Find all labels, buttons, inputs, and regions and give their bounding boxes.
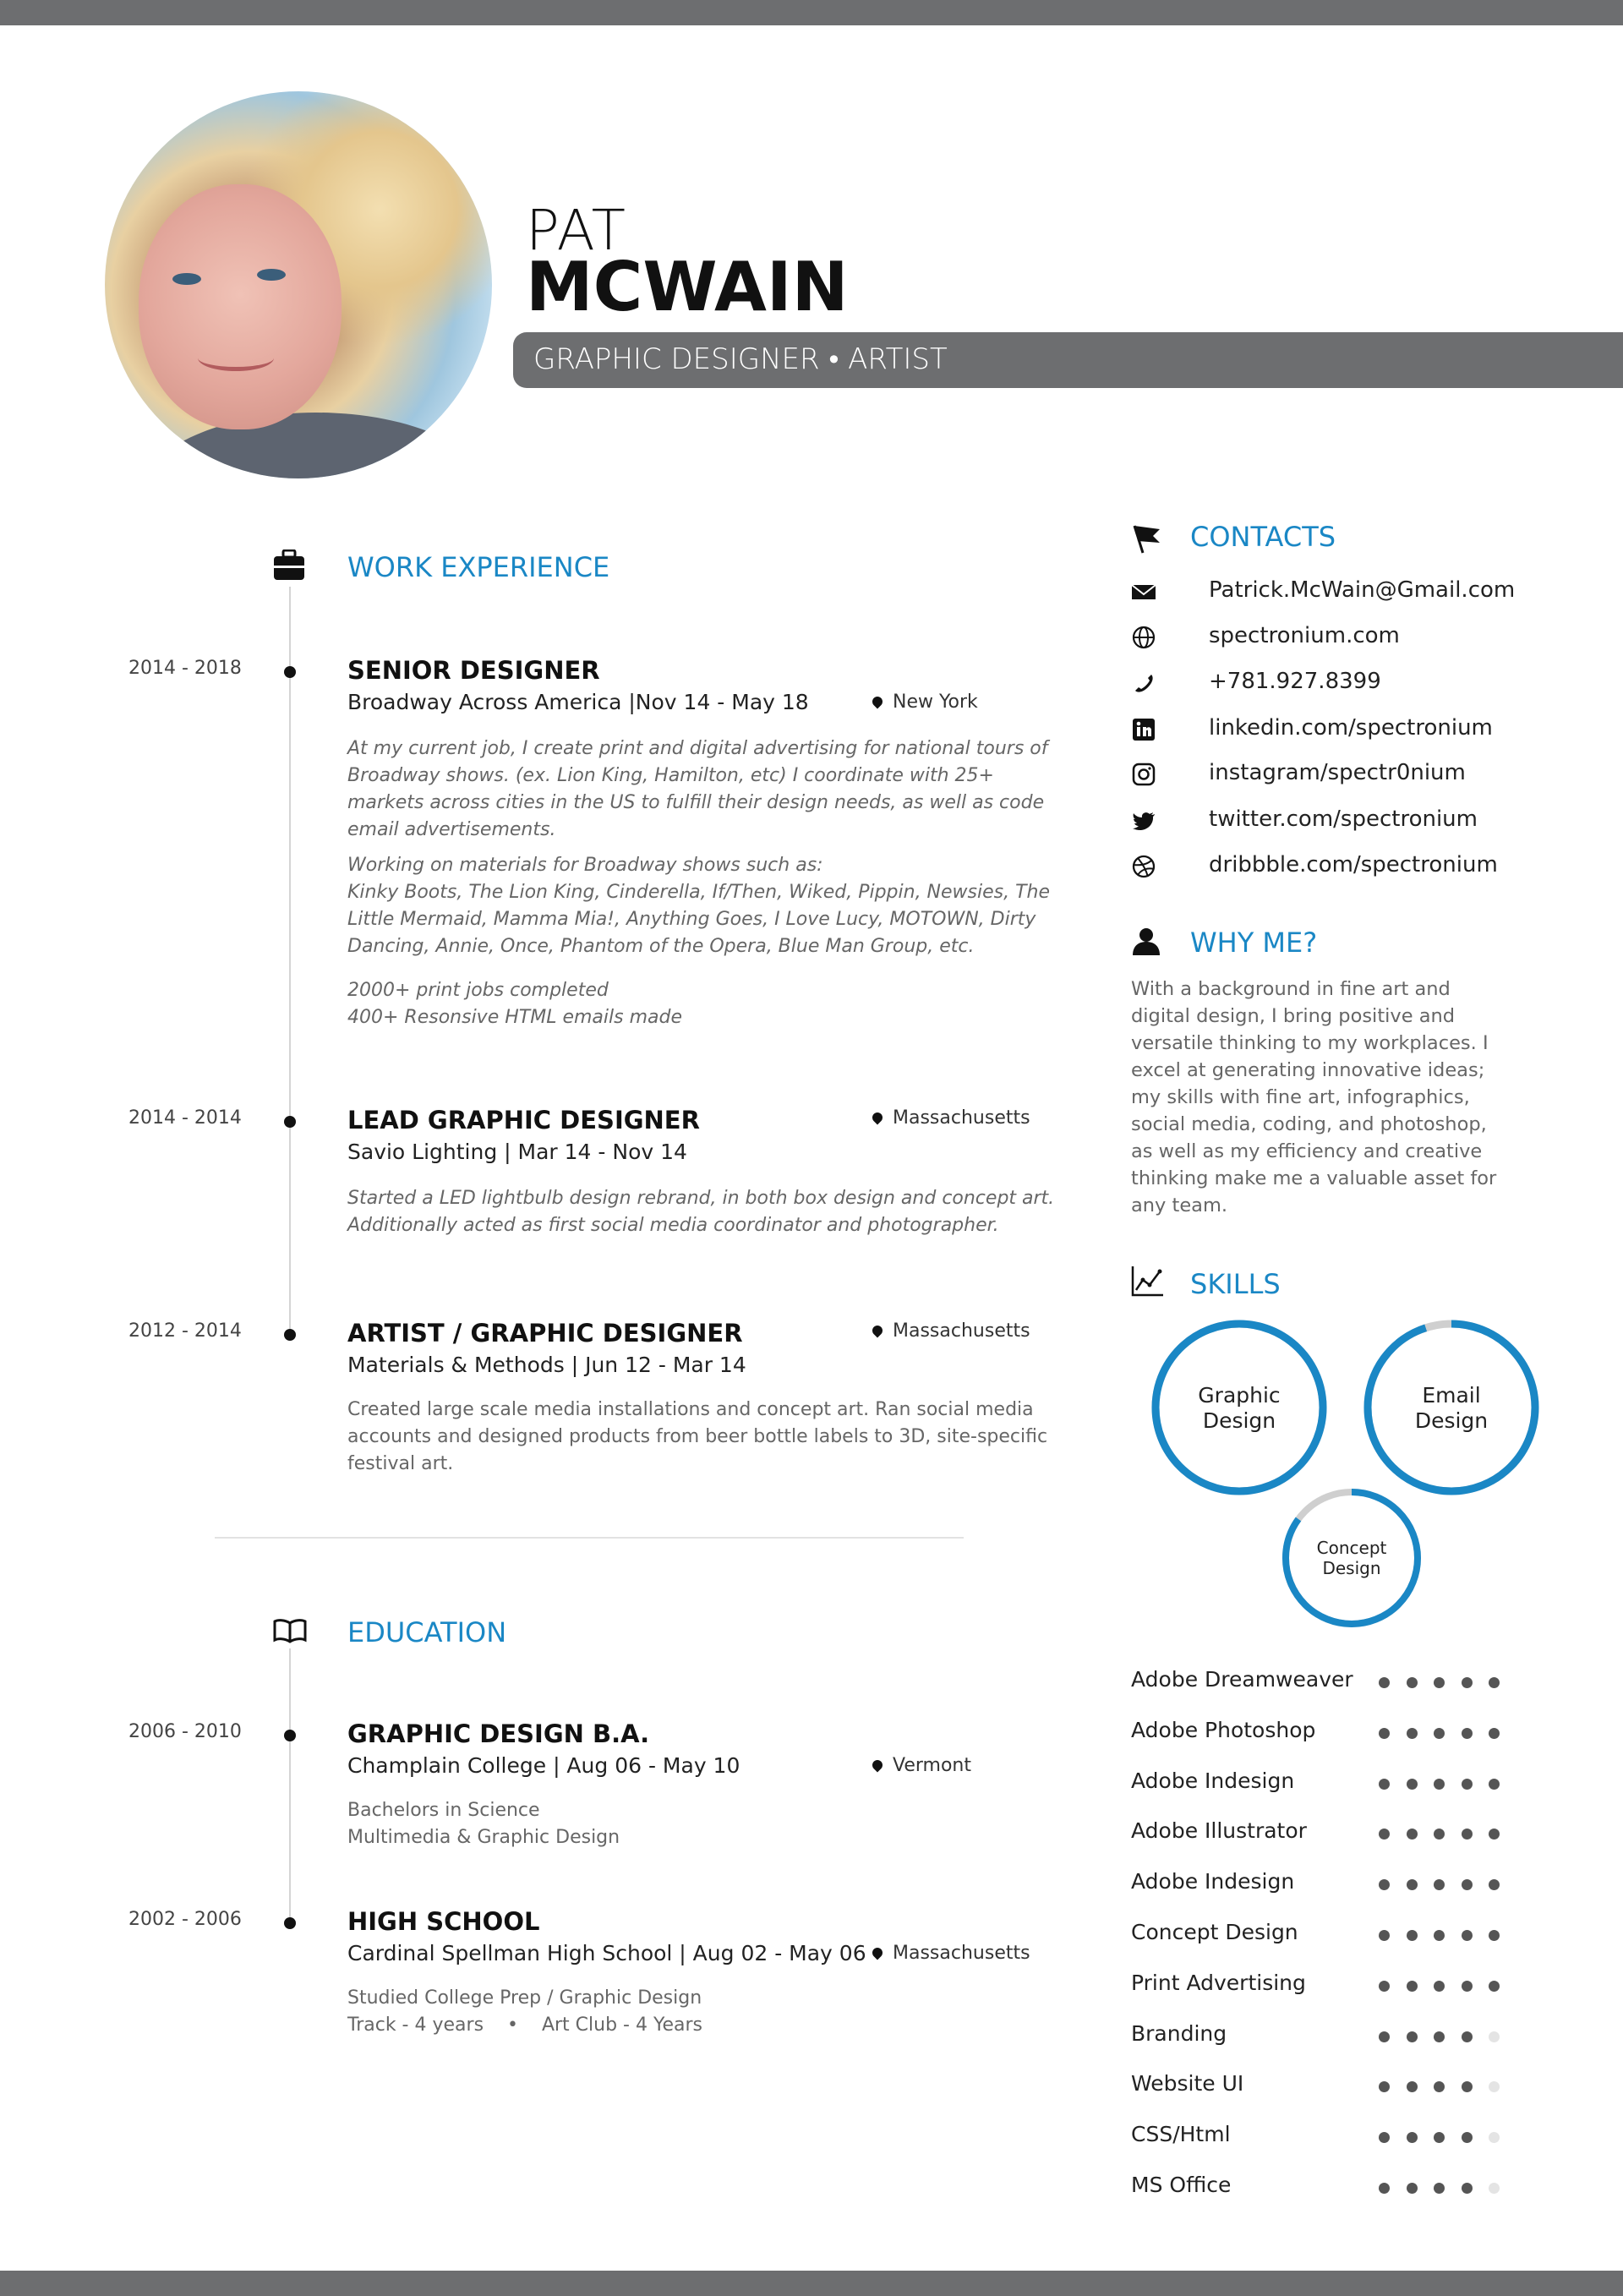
skill-rating-dot <box>1379 1728 1390 1739</box>
skill-circle <box>1156 1324 1323 1491</box>
skill-rating-row <box>1131 2071 1604 2105</box>
timeline-dot <box>284 666 296 678</box>
education-title: GRAPHIC DESIGN B.A. <box>347 1719 650 1748</box>
skill-rating-row <box>1131 2173 1604 2206</box>
skill-rating-dot <box>1462 1728 1473 1739</box>
skills-heading: SKILLS <box>1190 1268 1281 1300</box>
skill-rating-dot <box>1407 1779 1418 1790</box>
map-pin-icon <box>871 1324 885 1338</box>
skill-name: MS Office <box>1131 2173 1232 2197</box>
skill-rating-dot <box>1489 2081 1500 2092</box>
work-timeline <box>289 587 291 1331</box>
skill-rating-dot <box>1462 2132 1473 2143</box>
timeline-dot <box>284 1917 296 1929</box>
skill-rating-dot <box>1379 1677 1390 1688</box>
skill-rating-dot <box>1407 1981 1418 1992</box>
twitter-icon <box>1131 808 1156 834</box>
skill-rating-dot <box>1407 1728 1418 1739</box>
skill-rating-row <box>1131 1971 1604 2004</box>
skill-rating-dot <box>1489 1779 1500 1790</box>
skill-rating-dot <box>1379 2183 1390 2194</box>
skill-rating-row <box>1131 1869 1604 1903</box>
education-title: HIGH SCHOOL <box>347 1907 540 1936</box>
education-timeline <box>289 1648 291 1927</box>
job-dates: 2014 - 2018 <box>128 658 242 679</box>
briefcase-icon <box>273 549 305 583</box>
contact-twitter[interactable]: twitter.com/spectronium <box>1131 803 1604 837</box>
contact-phone[interactable]: +781.927.8399 <box>1131 665 1604 699</box>
job-location: Massachusetts <box>872 1107 1030 1129</box>
flag-icon <box>1131 524 1163 555</box>
education-detail: Studied College Prep / Graphic Design <box>347 1987 702 2009</box>
why-me-heading: WHY ME? <box>1190 927 1318 959</box>
contact-email[interactable]: Patrick.McWain@Gmail.com <box>1131 574 1604 608</box>
education-detail: Multimedia & Graphic Design <box>347 1827 620 1848</box>
skill-rating-row <box>1131 2122 1604 2156</box>
skill-rating-dot <box>1434 2183 1445 2194</box>
line-chart-icon <box>1131 1265 1165 1297</box>
skill-rating-dot <box>1462 1677 1473 1688</box>
skill-rating-dot <box>1434 1728 1445 1739</box>
skill-rating-dot <box>1434 1879 1445 1890</box>
education-heading: EDUCATION <box>347 1616 507 1648</box>
job-title: LEAD GRAPHIC DESIGNER <box>347 1106 700 1134</box>
education-location: Massachusetts <box>872 1943 1030 1964</box>
skill-circle <box>1286 1492 1418 1624</box>
job-dates: 2012 - 2014 <box>128 1320 242 1342</box>
job-stat: 2000+ print jobs completed <box>347 980 609 1001</box>
skill-rating-dot <box>1462 1779 1473 1790</box>
map-pin-icon <box>871 1946 885 1960</box>
skill-circle <box>1368 1324 1535 1491</box>
job-description: Kinky Boots, The Lion King, Cinderella, If/Then, Wiked, Pippin, Newsies, The Little Mermaid, Mamma Mia!, Anything Goes, I Love Lucy, MOTOWN, Dirty Dancing, Annie, Once, Phantom of the Opera, Blue Man Group, etc. <box>347 882 1051 957</box>
skill-rating-dot <box>1462 1879 1473 1890</box>
contact-instagram[interactable]: instagram/spectr0nium <box>1131 757 1604 790</box>
linkedin-icon <box>1131 717 1156 742</box>
skill-rating-dot <box>1462 1930 1473 1941</box>
skill-rating-dot <box>1379 1981 1390 1992</box>
skill-circle-label: Design <box>1414 1408 1489 1433</box>
section-divider <box>215 1537 964 1539</box>
contact-dribbble[interactable]: dribbble.com/spectronium <box>1131 849 1604 883</box>
job-dates: 2014 - 2014 <box>128 1107 242 1129</box>
skill-rating-dot <box>1379 1779 1390 1790</box>
instagram-icon <box>1131 762 1156 787</box>
skill-rating-dot <box>1434 1930 1445 1941</box>
skill-name: Concept Design <box>1131 1920 1298 1944</box>
job-stat: 400+ Resonsive HTML emails made <box>347 1007 682 1028</box>
bottom-bar <box>0 2271 1623 2296</box>
skill-name: Website UI <box>1131 2071 1244 2096</box>
work-experience-heading: WORK EXPERIENCE <box>347 551 610 583</box>
skill-rating-dot <box>1489 1677 1500 1688</box>
timeline-dot <box>284 1730 296 1741</box>
skill-rating-dot <box>1434 2132 1445 2143</box>
skill-rating-dot <box>1379 2081 1390 2092</box>
timeline-dot <box>284 1329 296 1341</box>
skill-name: Branding <box>1131 2020 1227 2046</box>
skill-rating-dot <box>1462 1829 1473 1840</box>
phone-icon <box>1131 670 1156 696</box>
job-description: Working on materials for Broadway shows such as: <box>347 855 823 876</box>
skill-rating-row <box>1131 1718 1604 1752</box>
skill-name: Adobe Dreamweaver <box>1131 1667 1353 1692</box>
top-bar <box>0 0 1623 25</box>
contact-website[interactable]: spectronium.com <box>1131 620 1604 653</box>
job-title: SENIOR DESIGNER <box>347 656 600 685</box>
job-company: Materials & Methods | Jun 12 - Mar 14 <box>347 1353 746 1377</box>
job-title: ARTIST / GRAPHIC DESIGNER <box>347 1319 743 1348</box>
skill-rating-dot <box>1462 2031 1473 2042</box>
skill-rating-dot <box>1379 2031 1390 2042</box>
skill-rating-dot <box>1489 2183 1500 2194</box>
skill-rating-dot <box>1434 1779 1445 1790</box>
skill-circle-label: Email <box>1422 1382 1481 1408</box>
skill-name: CSS/Html <box>1131 2122 1231 2147</box>
skill-rating-dot <box>1407 1829 1418 1840</box>
skill-rating-row <box>1131 1818 1604 1852</box>
job-title: GRAPHIC DESIGNER • ARTIST <box>533 342 948 376</box>
skill-rating-dot <box>1379 1829 1390 1840</box>
contacts-heading: CONTACTS <box>1190 521 1336 553</box>
skill-rating-dot <box>1407 2031 1418 2042</box>
skill-rating-dot <box>1434 2081 1445 2092</box>
skill-rating-dot <box>1434 1677 1445 1688</box>
skill-rating-dot <box>1407 1930 1418 1941</box>
open-book-icon <box>273 1618 307 1643</box>
skill-name: Adobe Illustrator <box>1131 1818 1307 1844</box>
skill-rating-dot <box>1489 1930 1500 1941</box>
job-company: Broadway Across America |Nov 14 - May 18 <box>347 690 809 714</box>
education-school: Champlain College | Aug 06 - May 10 <box>347 1753 740 1778</box>
skill-circle-label: Design <box>1322 1558 1381 1578</box>
skill-rating-dot <box>1489 1728 1500 1739</box>
job-description: Started a LED lightbulb design rebrand, in both box design and concept art. <box>347 1188 1055 1209</box>
skill-rating-dot <box>1462 1981 1473 1992</box>
education-school: Cardinal Spellman High School | Aug 02 - May 06 <box>347 1941 866 1965</box>
skill-rating-dot <box>1489 1879 1500 1890</box>
timeline-dot <box>284 1116 296 1128</box>
skill-rating-dot <box>1489 1829 1500 1840</box>
skill-rating-row <box>1131 2021 1604 2055</box>
last-name: MCWAIN <box>526 248 849 326</box>
skill-rating-dot <box>1407 2183 1418 2194</box>
first-name: PAT <box>526 198 626 263</box>
education-detail: Bachelors in Science <box>347 1800 540 1821</box>
education-location: Vermont <box>872 1755 971 1776</box>
skill-rating-dot <box>1407 2081 1418 2092</box>
skill-rating-dot <box>1379 1879 1390 1890</box>
user-icon <box>1131 927 1161 955</box>
skill-rating-dot <box>1407 1677 1418 1688</box>
job-description: Additionally acted as first social media coordinator and photographer. <box>347 1215 999 1236</box>
skill-rating-dot <box>1462 2081 1473 2092</box>
skill-rating-dot <box>1489 1981 1500 1992</box>
skill-circle-label: Design <box>1202 1408 1276 1433</box>
education-dates: 2002 - 2006 <box>128 1909 242 1930</box>
skill-name: Adobe Indesign <box>1131 1768 1295 1793</box>
skill-rating-dot <box>1434 1829 1445 1840</box>
skill-rating-dot <box>1407 2132 1418 2143</box>
dribbble-icon <box>1131 854 1156 879</box>
skill-rating-dot <box>1489 2031 1500 2042</box>
skill-rating-dot <box>1379 1930 1390 1941</box>
skill-rating-dot <box>1407 1879 1418 1890</box>
map-pin-icon <box>871 1111 885 1125</box>
skill-ratings <box>1131 1667 1604 2208</box>
skill-rating-dot <box>1379 2132 1390 2143</box>
skill-rating-dot <box>1434 1981 1445 1992</box>
skill-name: Adobe Photoshop <box>1131 1717 1316 1742</box>
skill-circle-label: Concept <box>1316 1538 1387 1558</box>
job-description: Created large scale media installations and concept art. Ran social media accounts and designed products from beer bottle labels to 3D, site-specific festival art. <box>347 1399 1048 1474</box>
skill-rating-row <box>1131 1667 1604 1701</box>
education-dates: 2006 - 2010 <box>128 1721 242 1742</box>
job-title-bar <box>513 332 1623 388</box>
job-company: Savio Lighting | Mar 14 - Nov 14 <box>347 1140 687 1164</box>
skill-name: Print Advertising <box>1131 1970 1306 1995</box>
envelope-icon <box>1131 579 1156 604</box>
skill-circle-label: Graphic <box>1198 1382 1281 1408</box>
skill-rating-dot <box>1434 2031 1445 2042</box>
contact-linkedin[interactable]: linkedin.com/spectronium <box>1131 712 1604 746</box>
map-pin-icon <box>871 695 885 709</box>
education-detail: Track - 4 years • Art Club - 4 Years <box>347 2014 702 2036</box>
job-location: New York <box>872 692 978 713</box>
profile-photo <box>105 91 492 478</box>
job-description: At my current job, I create print and digital advertising for national tours of Broadway shows. (ex. Lion King, Hamilton, etc) I coordinate with 25+ markets across cities in the US to fulfill their design needs, as well as code email advertisements. <box>347 738 1048 840</box>
skill-rating-row <box>1131 1768 1604 1802</box>
job-location: Massachusetts <box>872 1320 1030 1342</box>
skill-rating-row <box>1131 1920 1604 1954</box>
map-pin-icon <box>871 1758 885 1773</box>
skill-circles <box>1124 1302 1564 1657</box>
skill-rating-dot <box>1489 2132 1500 2143</box>
skill-rating-dot <box>1462 2183 1473 2194</box>
globe-icon <box>1131 625 1156 650</box>
why-me-text: With a background in fine art and digital design, I bring positive and versatile thinking to my workplaces. I excel at generating innovative ideas; my skills with fine art, infographics, social media, coding, and photoshop, as well as my efficiency and creative thinking make me a valuable asset for any team. <box>1131 978 1497 1216</box>
skill-name: Adobe Indesign <box>1131 1869 1295 1894</box>
